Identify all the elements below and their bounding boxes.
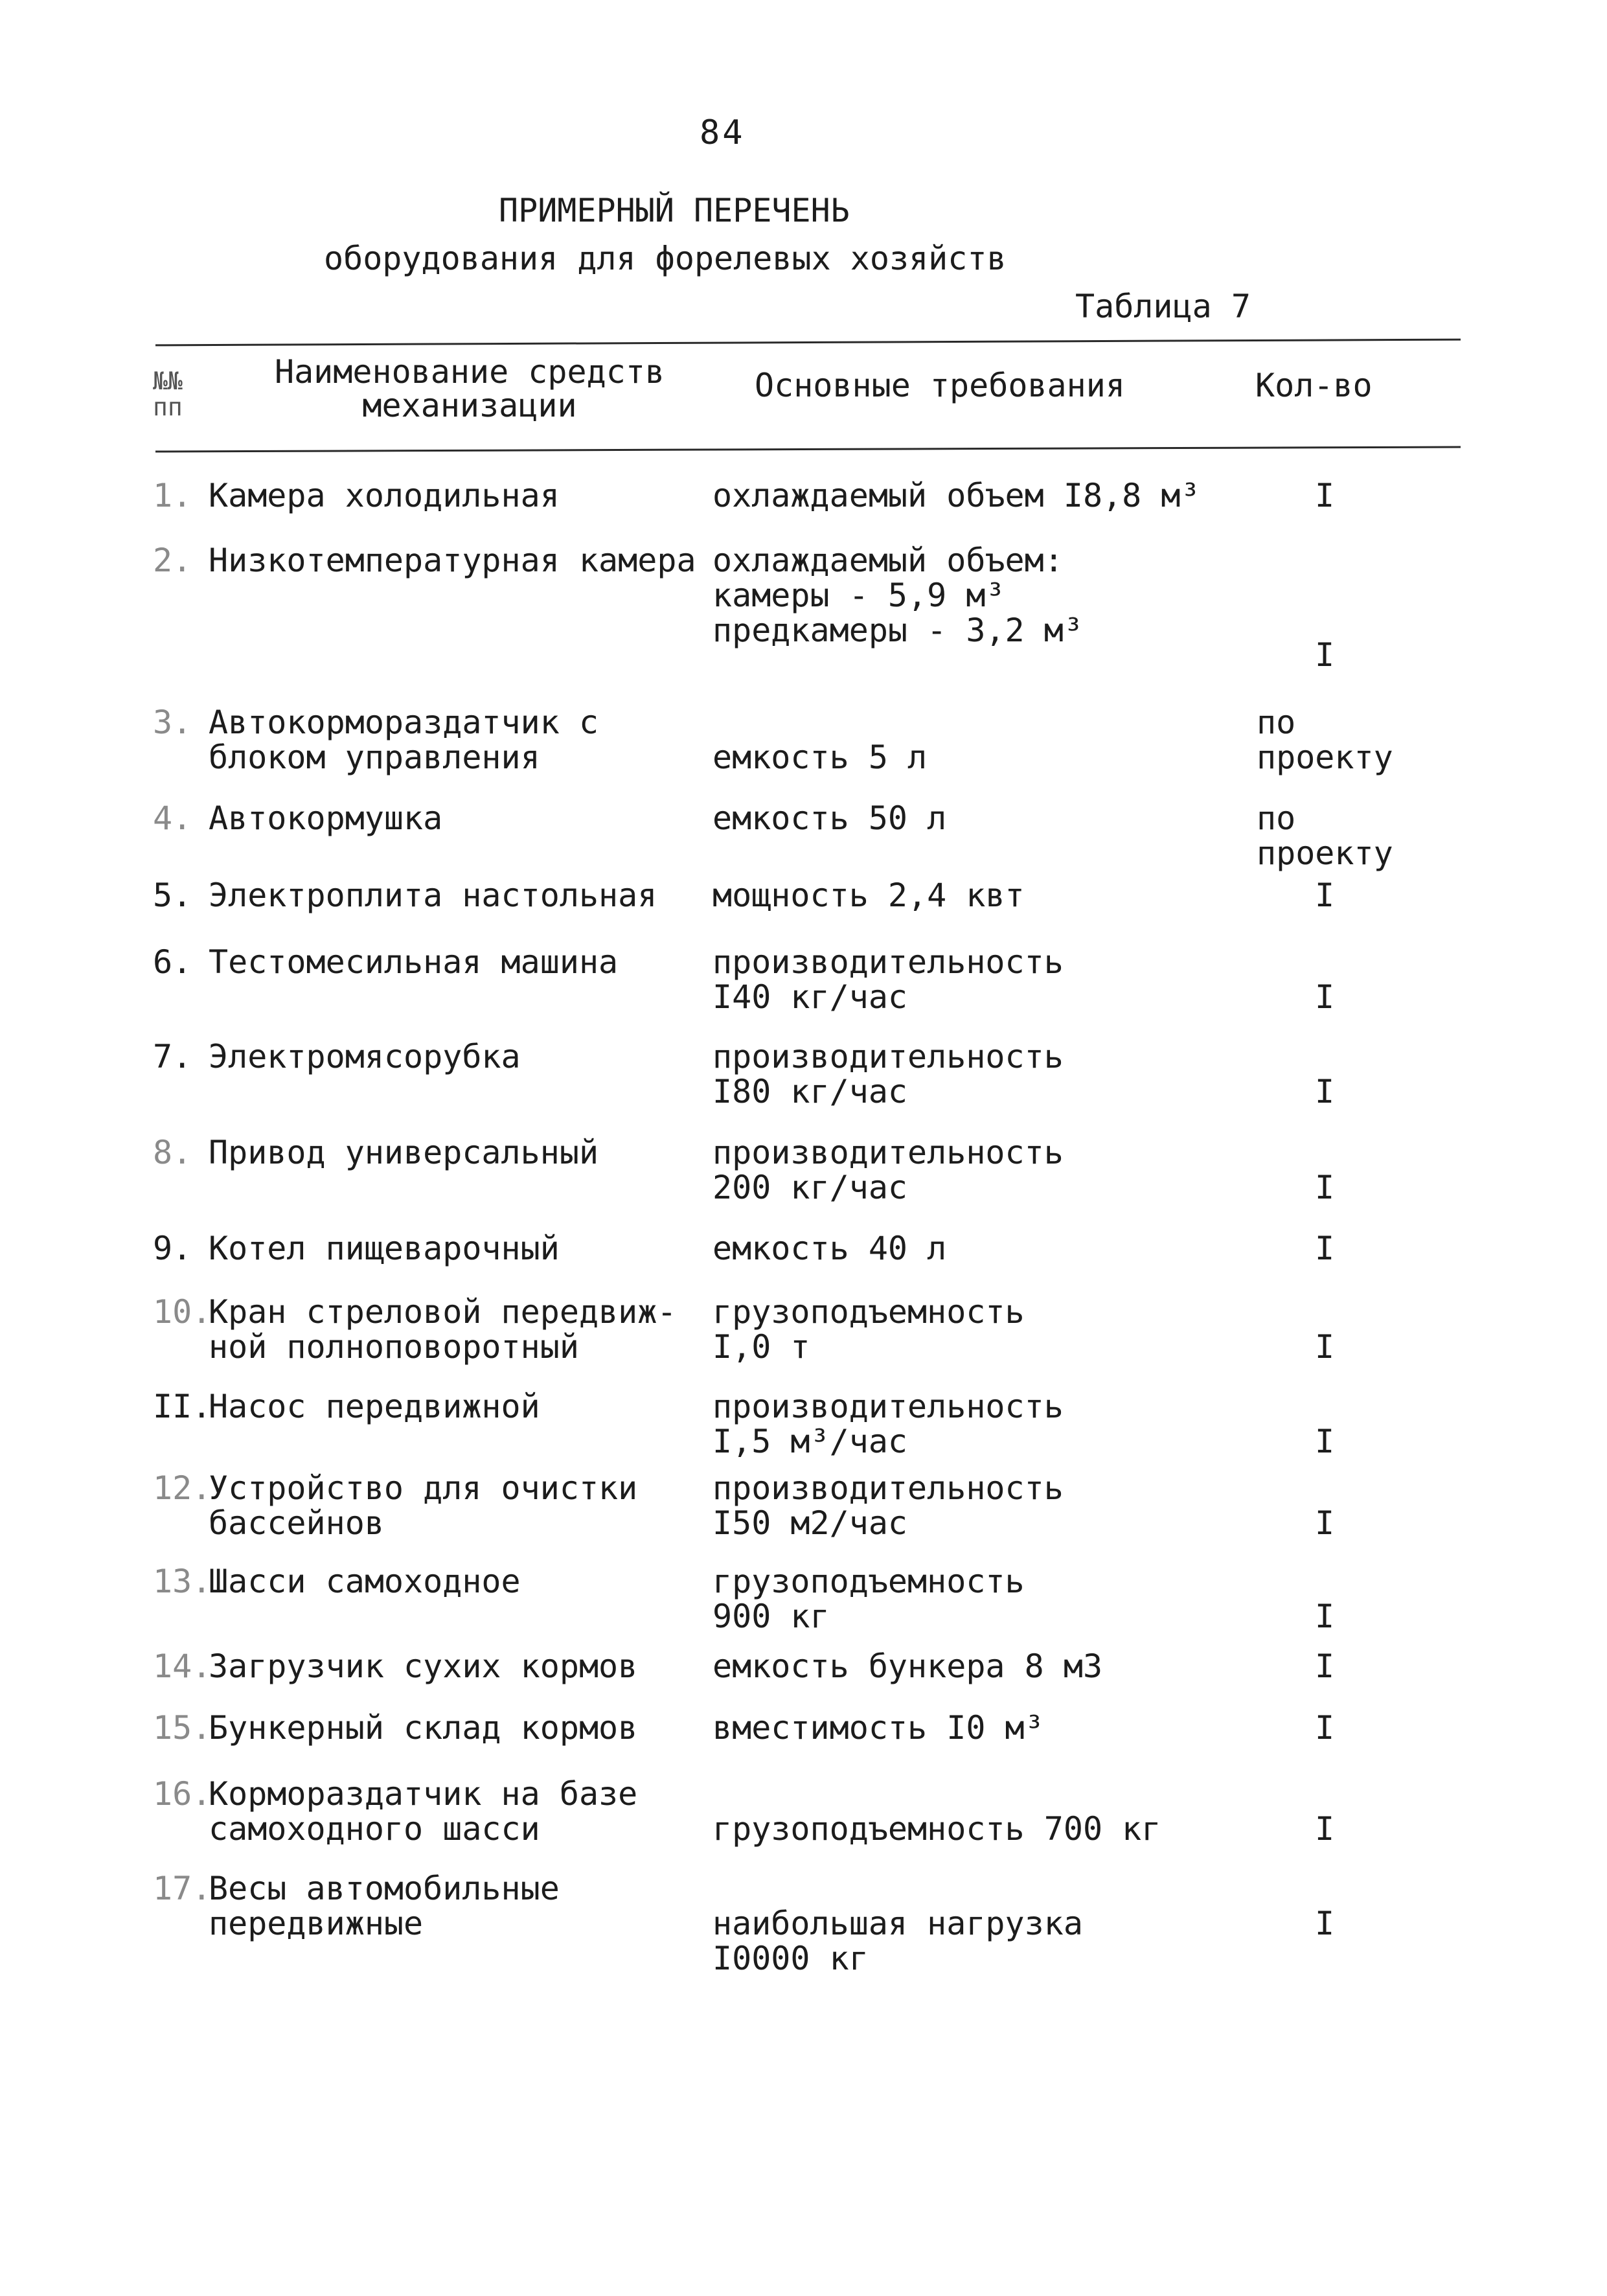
table-header-rule: [155, 446, 1461, 452]
equipment-name: Автокормораздатчик с блоком управления: [209, 704, 599, 776]
equipment-requirements: производительность I40 кг/час: [712, 943, 1064, 1016]
equipment-name: Привод универсальный: [209, 1134, 599, 1171]
row-number: 10.: [153, 1293, 212, 1331]
document-title: ПРИМЕРНЫЙ ПЕРЕЧЕНЬ: [499, 192, 850, 229]
equipment-quantity: по проекту: [1257, 799, 1393, 872]
equipment-requirements: емкость 50 л: [712, 799, 947, 837]
equipment-name: Кормораздатчик на базе самоходного шасси: [209, 1775, 638, 1848]
table-top-rule: [155, 339, 1461, 347]
header-quantity: Кол-во: [1255, 367, 1373, 404]
equipment-quantity: I: [1315, 1810, 1335, 1848]
equipment-name: Устройство для очистки бассейнов: [209, 1469, 638, 1542]
equipment-quantity: I: [1315, 1328, 1335, 1366]
equipment-requirements: емкость 40 л: [712, 1230, 947, 1267]
row-number: 6.: [153, 943, 192, 981]
equipment-name: Электромясорубка: [209, 1038, 521, 1075]
equipment-quantity: I: [1315, 1905, 1335, 1942]
table-label: Таблица 7: [1075, 288, 1251, 325]
document-subtitle: оборудования для форелевых хозяйств: [324, 240, 1007, 277]
row-number: 4.: [153, 799, 192, 837]
equipment-requirements: производительность I50 м2/час: [712, 1469, 1064, 1542]
equipment-quantity: I: [1315, 978, 1335, 1016]
equipment-name: Камера холодильная: [209, 477, 560, 514]
equipment-requirements: грузоподъемность I,0 т: [712, 1293, 1025, 1366]
equipment-quantity: I: [1315, 1169, 1335, 1206]
equipment-name: Бункерный склад кормов: [209, 1709, 638, 1747]
row-number: 1.: [153, 477, 192, 514]
equipment-requirements: грузоподъемность 900 кг: [712, 1563, 1025, 1635]
equipment-name: Насос передвижной: [209, 1388, 540, 1425]
row-number: 16.: [153, 1775, 212, 1813]
row-number: 13.: [153, 1563, 212, 1600]
equipment-quantity: I: [1315, 1647, 1335, 1685]
equipment-quantity: I: [1315, 636, 1335, 674]
row-number: 8.: [153, 1134, 192, 1171]
equipment-quantity: I: [1315, 1230, 1335, 1267]
row-number: 5.: [153, 877, 192, 914]
row-number: 14.: [153, 1647, 212, 1685]
equipment-requirements: наибольшая нагрузка I0000 кг: [712, 1905, 1083, 1977]
equipment-name: Низкотемпературная камера: [209, 542, 696, 579]
equipment-requirements: вместимость I0 м³: [712, 1709, 1044, 1747]
equipment-name: Весы автомобильные передвижные: [209, 1870, 560, 1942]
equipment-name: Тестомесильная машина: [209, 943, 619, 981]
equipment-quantity: I: [1315, 1709, 1335, 1747]
equipment-requirements: производительность 200 кг/час: [712, 1134, 1064, 1206]
row-number: 12.: [153, 1469, 212, 1507]
header-requirements: Основные требования: [755, 367, 1125, 404]
row-number: II.: [153, 1388, 212, 1425]
row-number: 3.: [153, 704, 192, 741]
row-number: 9.: [153, 1230, 192, 1267]
equipment-requirements: мощность 2,4 квт: [712, 877, 1025, 914]
row-number: 15.: [153, 1709, 212, 1747]
equipment-requirements: производительность I80 кг/час: [712, 1038, 1064, 1110]
equipment-quantity: I: [1315, 1598, 1335, 1635]
equipment-quantity: I: [1315, 1423, 1335, 1460]
equipment-requirements: производительность I,5 м³/час: [712, 1388, 1064, 1460]
row-number: 2.: [153, 542, 192, 579]
equipment-name: Загрузчик сухих кормов: [209, 1647, 638, 1685]
equipment-name: Котел пищеварочный: [209, 1230, 560, 1267]
equipment-requirements: емкость бункера 8 м3: [712, 1647, 1103, 1685]
equipment-quantity: I: [1315, 877, 1335, 914]
equipment-name: Шасси самоходное: [209, 1563, 521, 1600]
equipment-quantity: I: [1315, 477, 1335, 514]
header-name: Наименование средств механизации: [274, 353, 665, 424]
equipment-name: Электроплита настольная: [209, 877, 657, 914]
equipment-name: Кран стреловой передвиж- ной полноповоротный: [209, 1293, 677, 1366]
equipment-quantity: I: [1315, 1504, 1335, 1542]
equipment-requirements: охлаждаемый объем: камеры - 5,9 м³ предкамеры - 3,2 м³: [712, 542, 1083, 649]
equipment-requirements: грузоподъемность 700 кг: [712, 1810, 1161, 1848]
equipment-requirements: емкость 5 л: [712, 739, 928, 776]
equipment-quantity: по проекту: [1257, 704, 1393, 776]
row-number: 7.: [153, 1038, 192, 1075]
page-number: 84: [700, 113, 746, 152]
row-number: 17.: [153, 1870, 212, 1907]
equipment-requirements: охлаждаемый объем I8,8 м³: [712, 477, 1200, 514]
equipment-quantity: I: [1315, 1073, 1335, 1110]
equipment-name: Автокормушка: [209, 799, 443, 837]
header-number: №№ пп: [153, 367, 183, 421]
